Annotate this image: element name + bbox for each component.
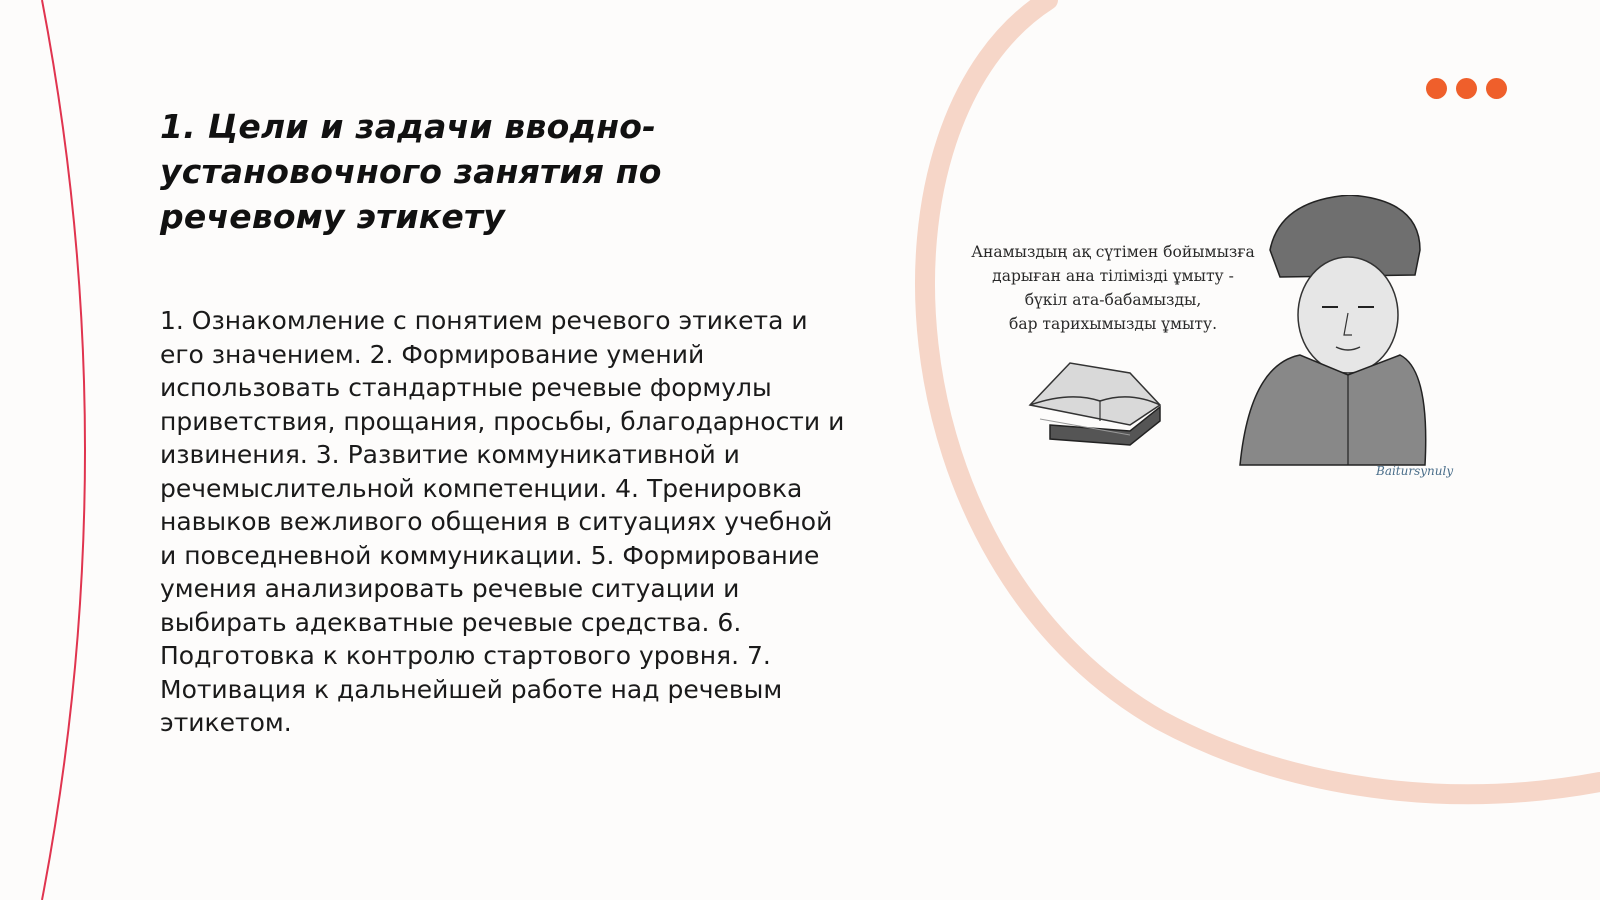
dot [1426,78,1447,99]
quote-line: бар тарихымызды ұмыту. [1009,315,1217,333]
menu-dots [1426,78,1507,99]
dot [1456,78,1477,99]
slide-title: 1. Цели и задачи вводно-установочного занятия по речевому этикету [160,107,662,236]
quote-line: Анамыздың ақ сүтімен бойымызға [971,243,1255,261]
quote-line: дарыған ана тілімізді ұмыту - [992,267,1234,285]
kazakh-quote [958,240,1268,336]
left-red-curve [42,0,85,900]
open-book-icon [1030,363,1160,445]
slide-body-text: 1. Ознакомление с понятием речевого этикета и его значением. 2. Формирование умений использовать стандартные речевые формулы приветствия, прощания, просьбы, благодарности и извинения. 3. Развитие коммуникативной и речемыслительной компетенции. 4. Тренировка навыков вежливого общения в ситуациях учебной и повседневной коммуникации. 5. Формирование умения анализировать речевые ситуации и выбирать адекватные речевые средства. 6. Подготовка к контролю стартового уровня. 7. Мотивация к дальнейшей работе над речевым этикетом. [160,306,845,737]
dot [1486,78,1507,99]
quote-line: бүкіл ата-бабамызды, [1024,291,1202,309]
signature: Baitursynuly [1376,464,1454,478]
